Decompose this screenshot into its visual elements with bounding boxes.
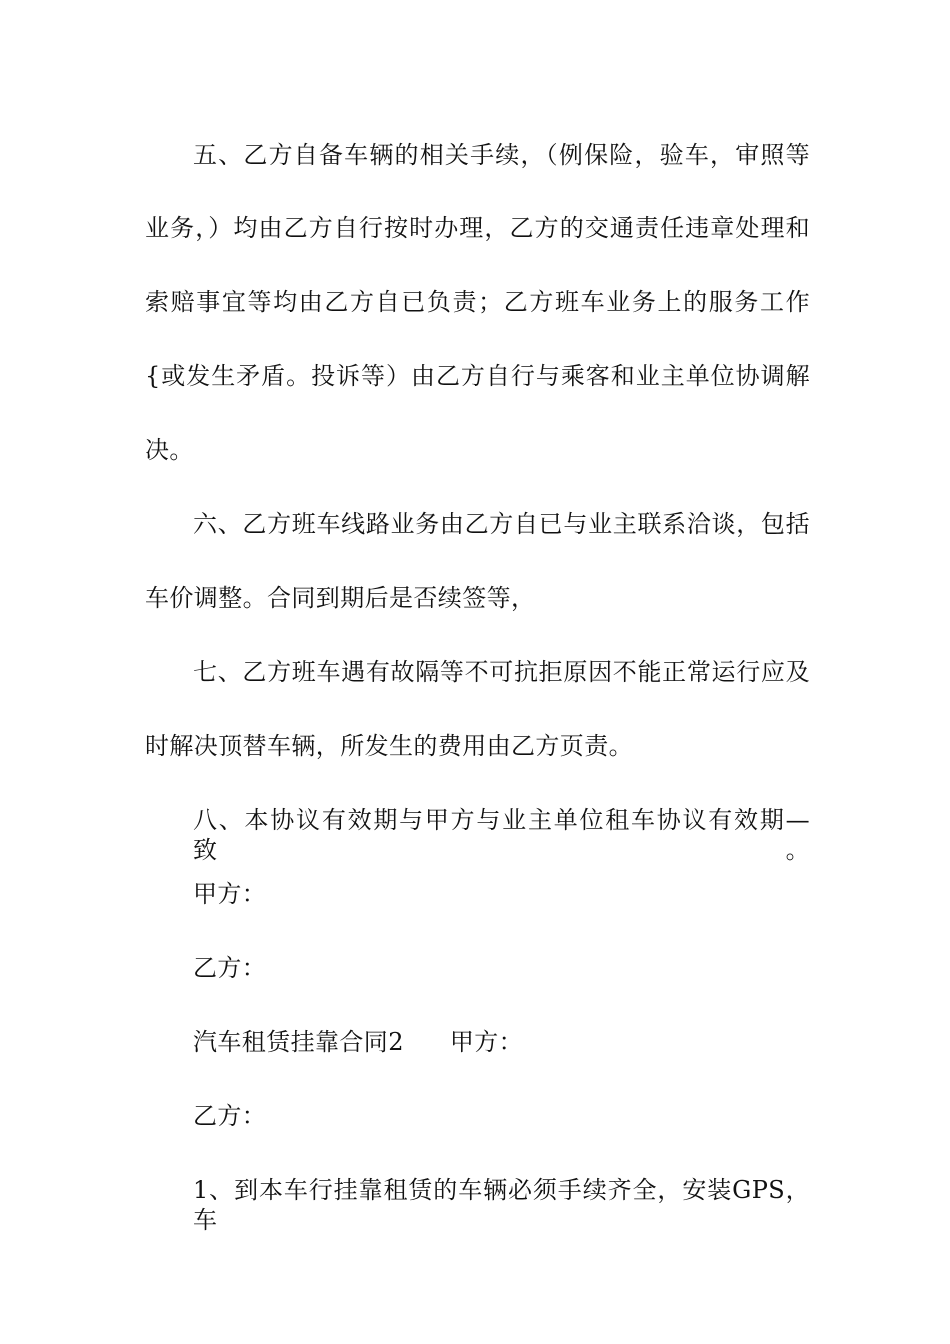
contract-title: 汽车租赁挂靠合同2 [193,1028,404,1056]
paragraph-8-line-1: 八、本协议有效期与甲方与业主单位租车协议有效期—致。 [193,806,810,864]
paragraph-5-line-2: 业务，）均由乙方自行按时办理，乙方的交通责任违章处理和 [145,214,810,242]
paragraph-6-line-2: 车价调整。合同到期后是否续签等， [145,584,536,612]
party-a-label: 甲方： [193,880,267,908]
contract-heading-line [193,1027,858,1057]
paragraph-7-line-2: 时解决顶替车辆，所发生的费用由乙方页责。 [145,732,633,760]
clause-1-line-1: 1、到本车行挂靠租赁的车辆必须手续齐全，安装GPS，车 [193,1176,810,1234]
paragraph-7-line-1: 七、乙方班车遇有故隔等不可抗拒原因不能正常运行应及 [193,658,810,686]
paragraph-5-line-1: 五、乙方自备车辆的相关手续，（例保险，验车，审照等 [193,141,810,169]
contract-party-a-label: 甲方： [449,1028,524,1056]
paragraph-5-line-4: {或发生矛盾。投诉等）由乙方自行与乘客和业主单位协调解 [145,362,810,390]
paragraph-6-line-1: 六、乙方班车线路业务由乙方自已与业主联系洽谈，包括 [193,510,810,538]
paragraph-5-line-5: 决。 [145,436,194,464]
paragraph-5-line-3: 索赔事宜等均由乙方自已负责；乙方班车业务上的服务工作 [145,288,810,316]
contract-party-b-label: 乙方： [193,1102,267,1130]
party-b-label: 乙方： [193,954,267,982]
